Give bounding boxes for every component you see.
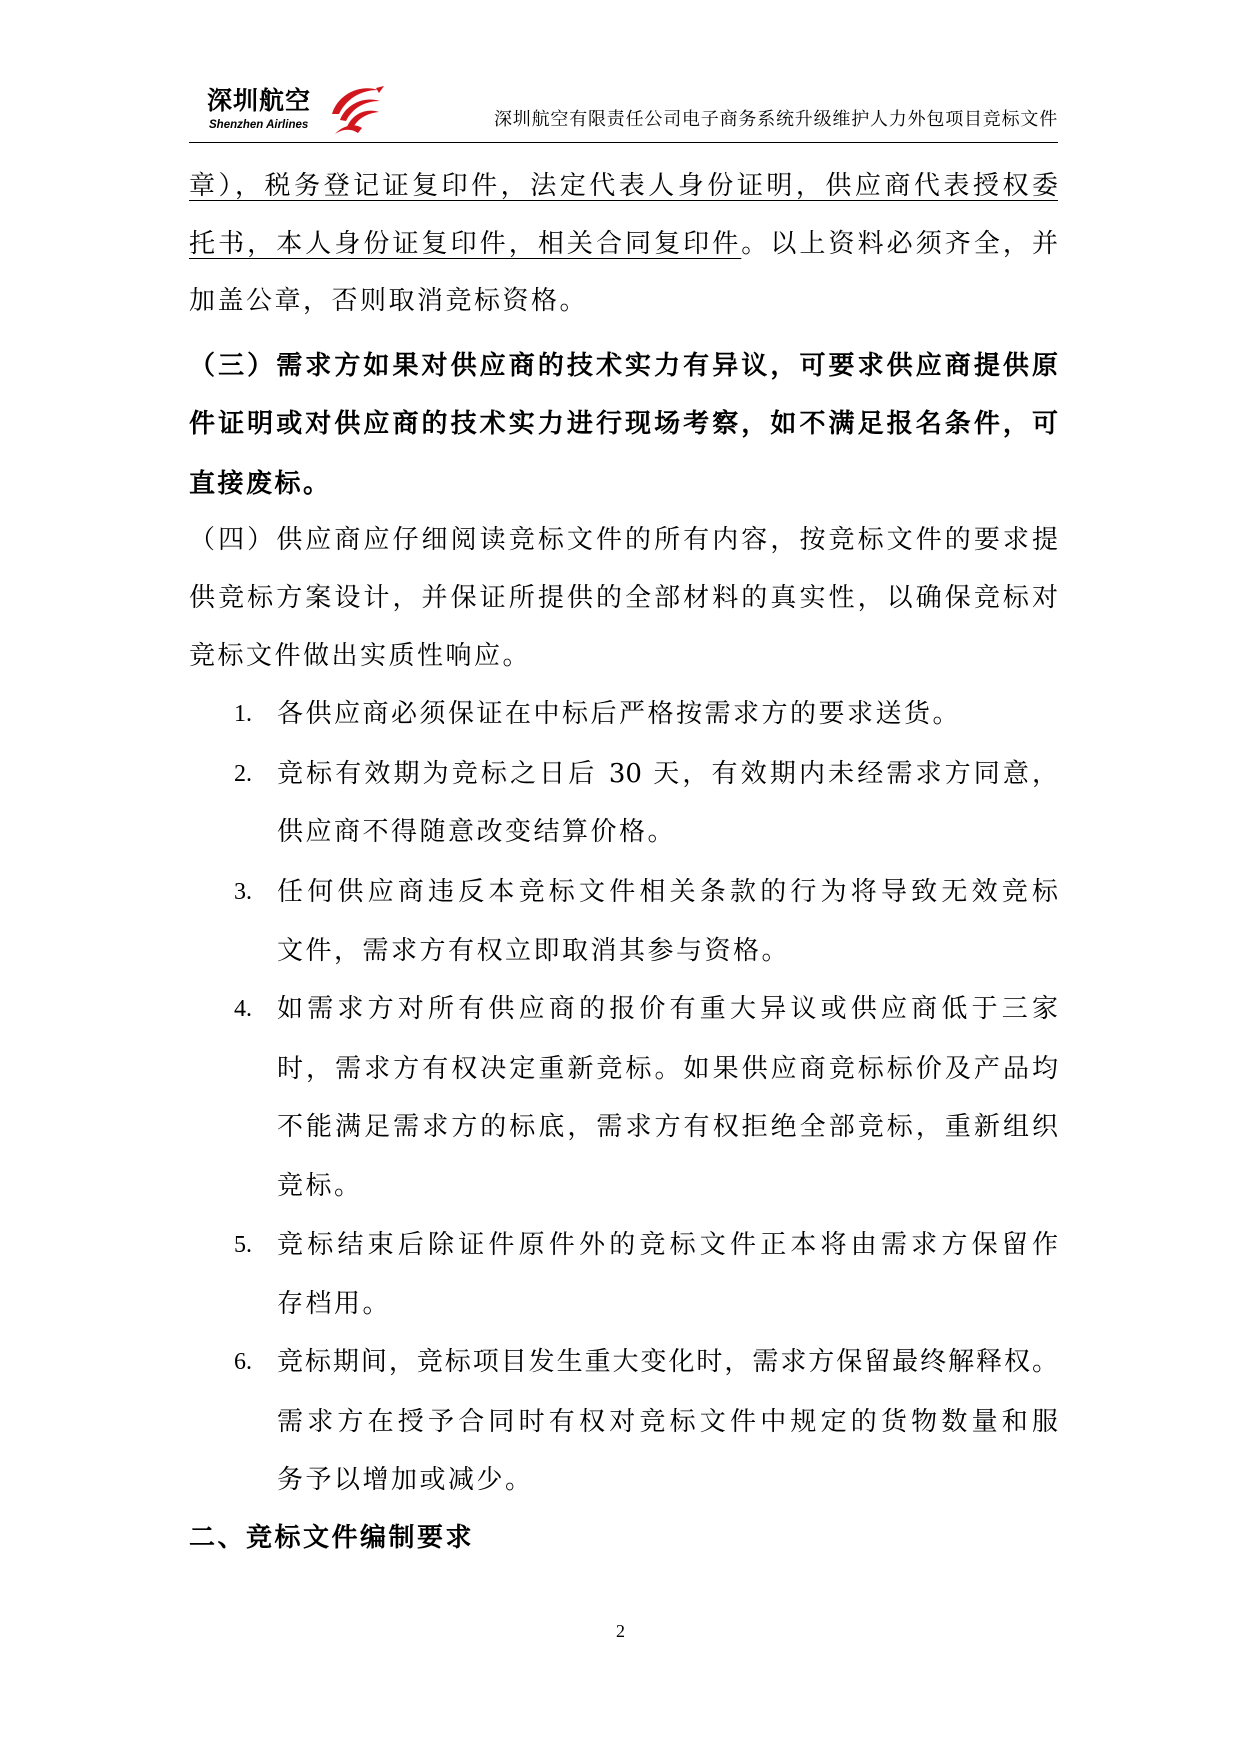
section-4-line: 供竞标方案设计，并保证所提供的全部材料的真实性，以确保竞标对 [189,583,1058,613]
section-4-line: 竞标文件做出实质性响应。 [189,641,532,671]
logo-text-en: Shenzhen Airlines [209,119,309,131]
list-number: 2. [234,761,252,787]
red-bird-emblem-icon [326,82,384,136]
list-item-line: 竞标期间，竞标项目发生重大变化时，需求方保留最终解释权。 [277,1347,1058,1377]
section-heading: 二、竞标文件编制要求 [189,1523,475,1553]
section-3-line: （三）需求方如果对供应商的技术实力有异议，可要求供应商提供原 [189,351,1058,381]
section-4-line: （四）供应商应仔细阅读竞标文件的所有内容，按竞标文件的要求提 [189,525,1058,555]
section-3-line: 件证明或对供应商的技术实力进行现场考察，如不满足报名条件，可 [189,409,1058,439]
section-3-line: 直接废标。 [189,469,332,499]
logo-text-cn: 深圳航空 [207,86,312,115]
list-number: 4. [234,996,252,1022]
list-item-line: 供应商不得随意改变结算价格。 [277,817,677,847]
intro-line [189,224,1058,264]
underlined-text: 章），税务登记证复印件，法定代表人身份证明，供应商代表授权委 [189,171,1058,201]
underlined-text: 托书，本人身份证复印件，相关合同复印件 [189,229,742,259]
list-item-line: 文件，需求方有权立即取消其参与资格。 [277,936,791,966]
list-item-line: 竞标。 [277,1171,363,1201]
list-number: 3. [234,879,252,905]
list-item-line: 务予以增加或减少。 [277,1465,534,1495]
list-item-line: 各供应商必须保证在中标后严格按需求方的要求送货。 [277,699,962,729]
intro-line: 加盖公章，否则取消竞标资格。 [189,286,589,316]
intro-line [189,166,1058,206]
list-number: 5. [234,1232,252,1258]
list-item-line: 竞标结束后除证件原件外的竞标文件正本将由需求方保留作 [277,1230,1058,1260]
plain-text: 。以上资料必须齐全，并 [741,229,1058,259]
list-item-line: 如需求方对所有供应商的报价有重大异议或供应商低于三家 [277,994,1058,1024]
document-title: 深圳航空有限责任公司电子商务系统升级维护人力外包项目竞标文件 [494,109,1058,130]
list-item-line: 任何供应商违反本竞标文件相关条款的行为将导致无效竞标 [277,877,1058,907]
list-item-line: 不能满足需求方的标底，需求方有权拒绝全部竞标，重新组织 [277,1112,1058,1142]
list-item-line: 需求方在授予合同时有权对竞标文件中规定的货物数量和服 [277,1407,1058,1437]
list-number: 6. [234,1349,252,1375]
list-item-line: 竞标有效期为竞标之日后 30 天，有效期内未经需求方同意， [277,759,1058,789]
header-divider [189,142,1058,143]
list-item-line: 存档用。 [277,1289,392,1319]
list-number: 1. [234,701,252,727]
list-item-line: 时，需求方有权决定重新竞标。如果供应商竞标标价及产品均 [277,1054,1058,1084]
page-number: 2 [616,1621,625,1641]
